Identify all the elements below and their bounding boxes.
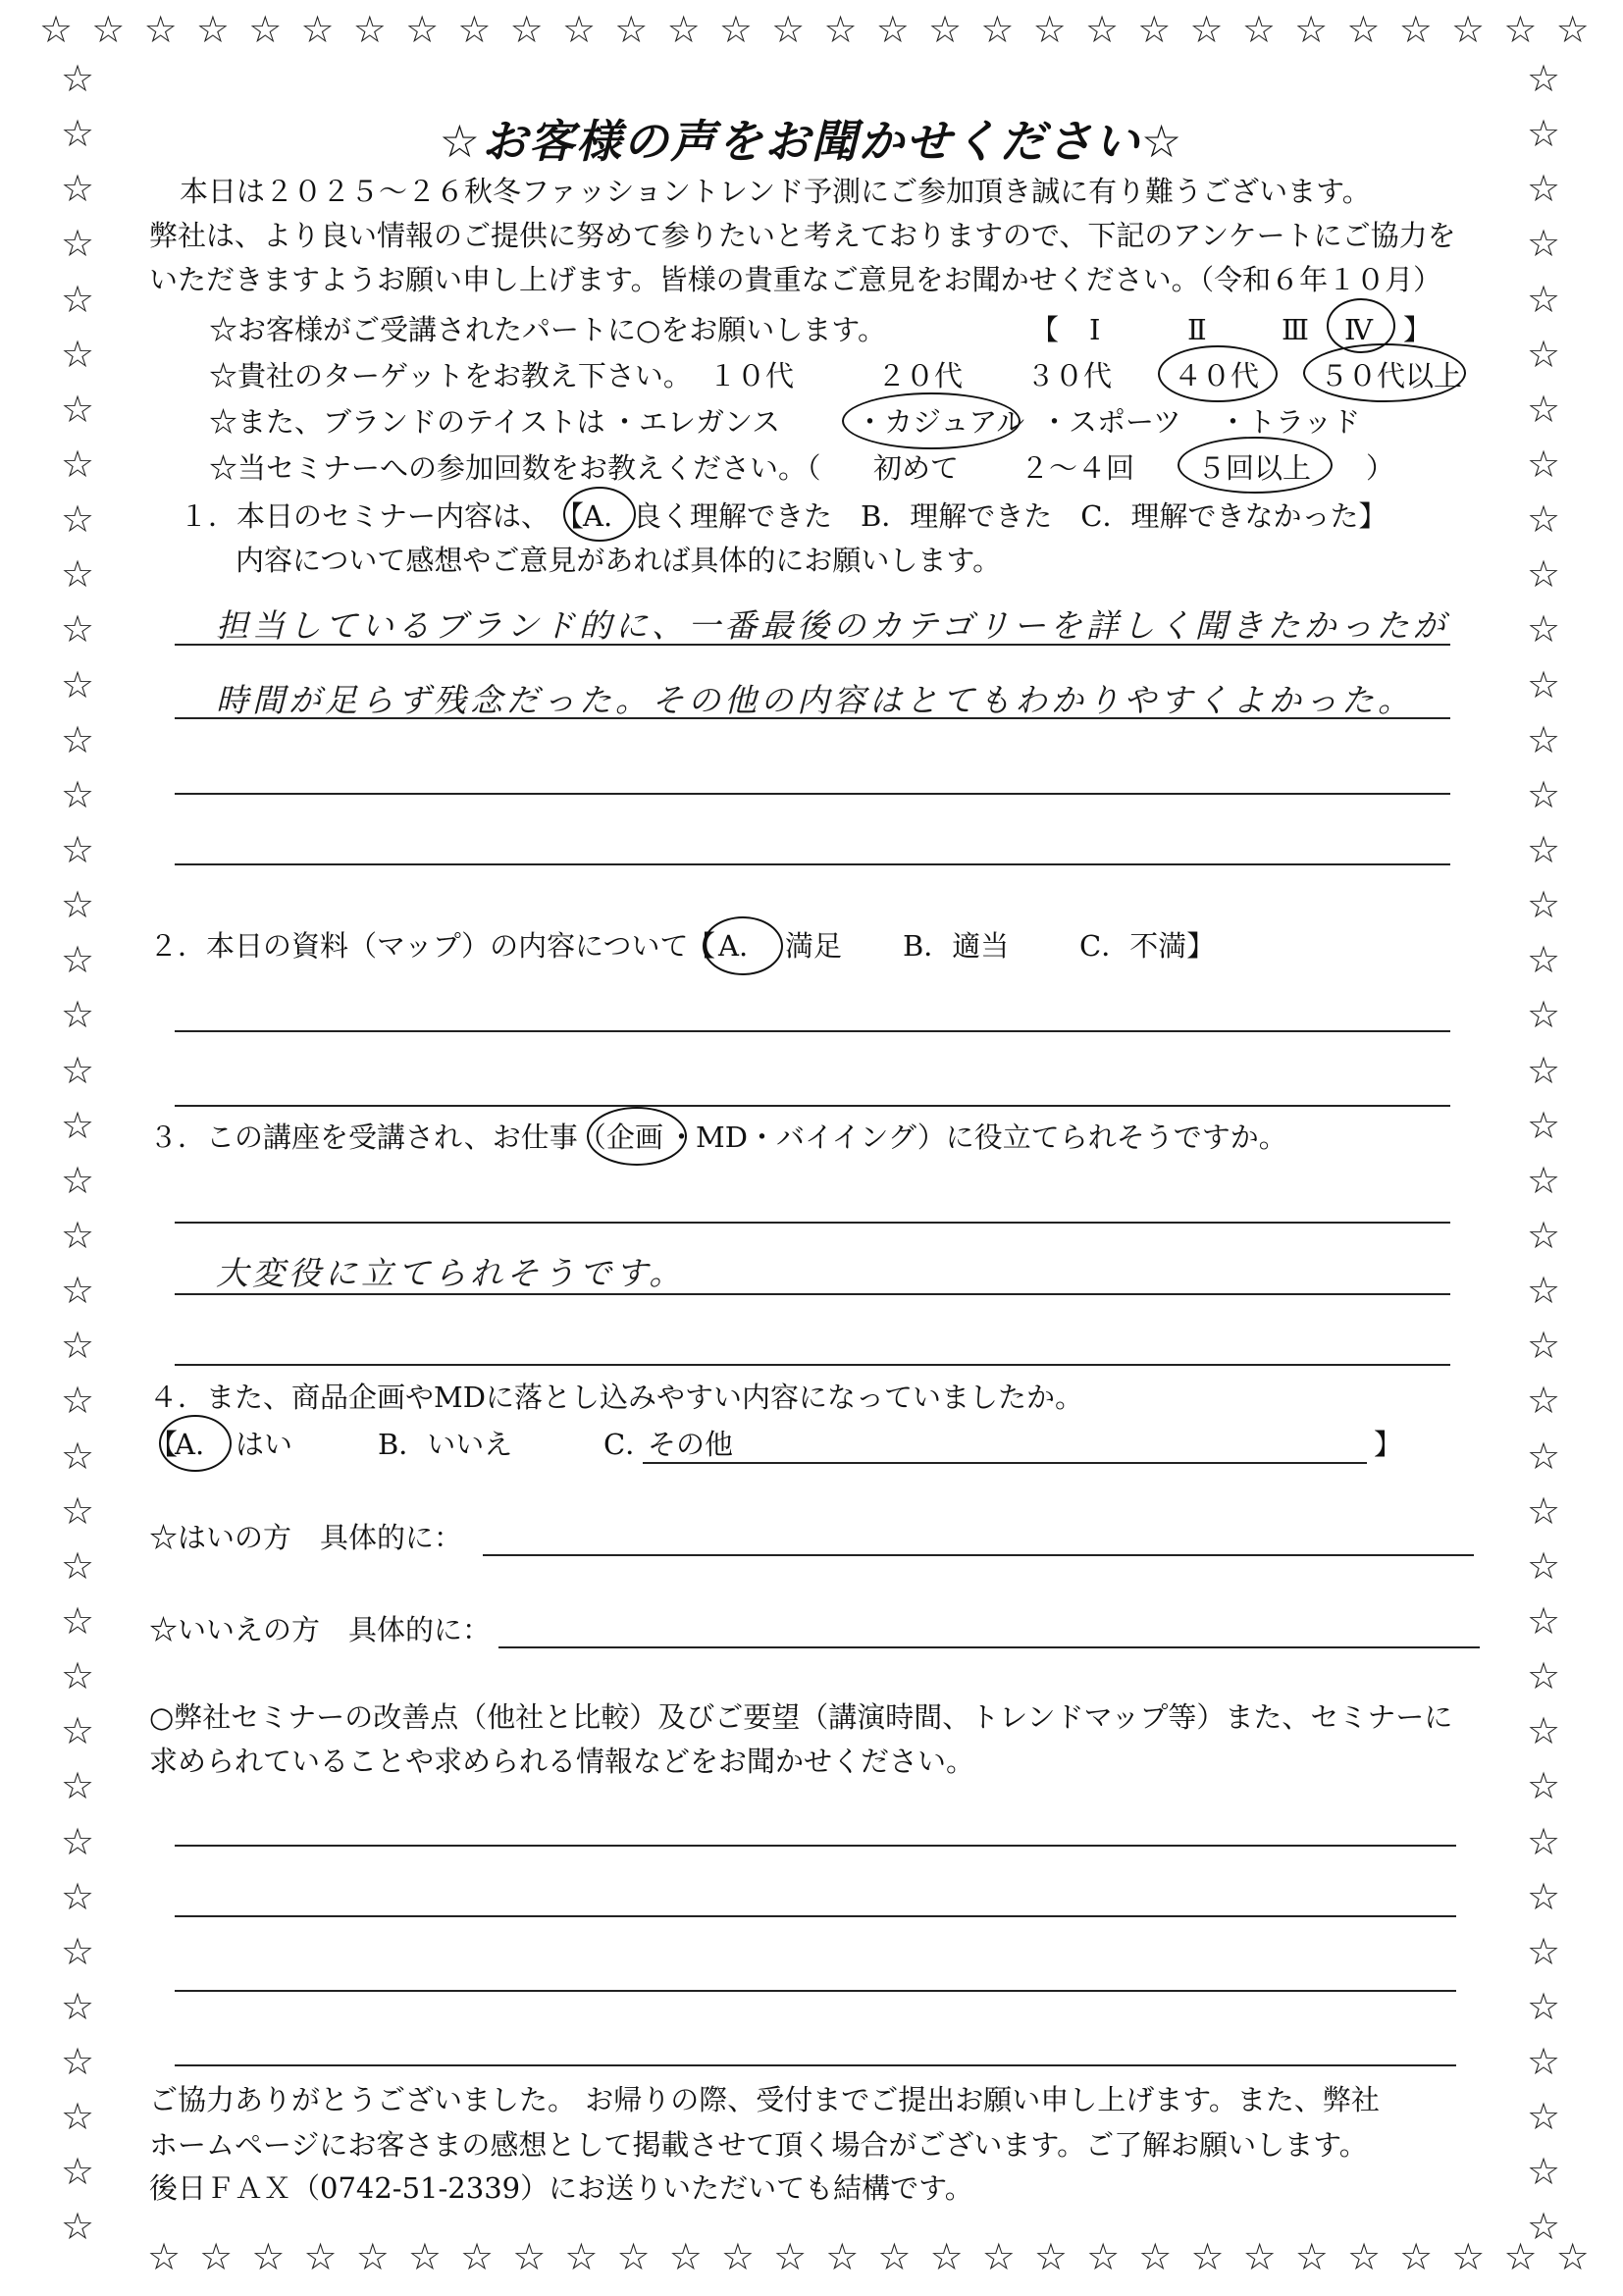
star-icon: ☆ bbox=[1527, 1103, 1561, 1147]
q4-option-a-label: はい bbox=[236, 1428, 293, 1461]
q2-option-a[interactable]: A. bbox=[718, 929, 749, 963]
star-icon: ☆ bbox=[1527, 2150, 1561, 2194]
star-icon: ☆ bbox=[1527, 57, 1561, 100]
star-icon: ☆ bbox=[61, 1269, 95, 1313]
star-icon: ☆ bbox=[61, 222, 95, 266]
star-icon: ☆ bbox=[1527, 1929, 1561, 1973]
star-icon: ☆ bbox=[1527, 938, 1561, 982]
taste-option-casual[interactable]: ・カジュアル bbox=[856, 405, 1025, 439]
q2-answer-line-2 bbox=[175, 1105, 1450, 1107]
part-option-1[interactable]: Ⅰ bbox=[1089, 313, 1101, 346]
q4-other-input-line[interactable] bbox=[643, 1462, 1367, 1464]
star-icon: ☆ bbox=[61, 1543, 95, 1588]
q1-answer-line-1 bbox=[175, 644, 1450, 646]
star-icon: ☆ bbox=[352, 8, 387, 51]
star-icon: ☆ bbox=[61, 883, 95, 927]
q3-answer-line-2 bbox=[175, 1293, 1450, 1295]
star-icon: ☆ bbox=[61, 2095, 95, 2139]
star-icon: ☆ bbox=[61, 1709, 95, 1753]
q3-answer-line-1 bbox=[175, 1222, 1450, 1224]
q2-option-a-circle-mark bbox=[703, 916, 783, 975]
taste-option-sports[interactable]: ・スポーツ bbox=[1040, 405, 1181, 439]
improve-answer-line-2[interactable] bbox=[175, 1915, 1456, 1917]
star-icon: ☆ bbox=[91, 8, 126, 51]
q1-option-a[interactable]: A. bbox=[583, 499, 613, 533]
star-icon: ☆ bbox=[147, 2235, 182, 2278]
star-icon: ☆ bbox=[614, 8, 649, 51]
star-icon: ☆ bbox=[1527, 167, 1561, 211]
star-border-top bbox=[39, 10, 1590, 49]
q4-option-a[interactable]: A. bbox=[175, 1428, 205, 1461]
star-icon: ☆ bbox=[61, 1929, 95, 1973]
q2-option-a-label: 満足 bbox=[785, 929, 843, 963]
star-icon: ☆ bbox=[61, 2040, 95, 2084]
star-icon: ☆ bbox=[1527, 277, 1561, 321]
star-icon: ☆ bbox=[825, 2235, 860, 2278]
star-icon: ☆ bbox=[61, 1488, 95, 1533]
target-option-20s[interactable]: ２０代 bbox=[877, 359, 964, 392]
taste-option-casual-circle-mark bbox=[842, 392, 1021, 449]
star-icon: ☆ bbox=[1527, 1488, 1561, 1533]
q2-option-c[interactable]: C．不満】 bbox=[1079, 929, 1216, 963]
star-icon: ☆ bbox=[61, 1984, 95, 2028]
q4-text: ４．また、商品企画やMDに落とし込みやすい内容になっていましたか。 bbox=[149, 1381, 1083, 1414]
star-icon: ☆ bbox=[771, 8, 806, 51]
star-icon: ☆ bbox=[875, 8, 910, 51]
no-detail-input-line[interactable] bbox=[498, 1646, 1480, 1648]
count-option-5-plus-circle-mark bbox=[1178, 437, 1333, 494]
star-icon: ☆ bbox=[509, 8, 544, 51]
star-icon: ☆ bbox=[1451, 8, 1486, 51]
part-option-3[interactable]: Ⅲ bbox=[1282, 313, 1309, 346]
intro-line-2: 弊社は、より良い情報のご提供に努めて参りたいと考えておりますので、下記のアンケートにご協力を bbox=[149, 219, 1456, 252]
star-icon: ☆ bbox=[61, 772, 95, 816]
star-icon: ☆ bbox=[561, 8, 597, 51]
star-icon: ☆ bbox=[1527, 1764, 1561, 1808]
star-icon: ☆ bbox=[1346, 8, 1381, 51]
star-icon: ☆ bbox=[61, 1654, 95, 1698]
star-icon: ☆ bbox=[1527, 883, 1561, 927]
count-bracket-close: ） bbox=[1366, 451, 1395, 485]
star-icon: ☆ bbox=[877, 2235, 912, 2278]
star-icon: ☆ bbox=[460, 2235, 495, 2278]
part-bracket-close: 】 bbox=[1403, 313, 1433, 346]
q3-option-plan[interactable]: 企画 bbox=[606, 1121, 664, 1154]
q1-answer-line-3 bbox=[175, 793, 1450, 795]
star-border-left bbox=[61, 59, 100, 2247]
star-icon: ☆ bbox=[61, 938, 95, 982]
star-icon: ☆ bbox=[199, 2235, 234, 2278]
q4-bracket-close: 】 bbox=[1374, 1428, 1403, 1461]
star-icon: ☆ bbox=[1451, 2235, 1486, 2278]
star-icon: ☆ bbox=[1527, 717, 1561, 761]
star-icon: ☆ bbox=[61, 387, 95, 431]
star-icon: ☆ bbox=[616, 2235, 651, 2278]
star-icon: ☆ bbox=[61, 277, 95, 321]
yes-detail-label: ☆はいの方 具体的に： bbox=[149, 1521, 463, 1554]
target-option-40s[interactable]: ４０代 bbox=[1174, 359, 1260, 392]
star-icon: ☆ bbox=[1527, 1158, 1561, 1202]
star-icon: ☆ bbox=[1527, 662, 1561, 706]
star-icon: ☆ bbox=[668, 2235, 703, 2278]
q3-text-prefix: ３．この講座を受講され、お仕事（ bbox=[149, 1121, 606, 1154]
star-icon: ☆ bbox=[1503, 2235, 1538, 2278]
count-option-2-4[interactable]: ２～４回 bbox=[1021, 451, 1135, 485]
q4-bracket-open: 【 bbox=[149, 1428, 179, 1461]
star-icon: ☆ bbox=[1137, 8, 1172, 51]
footer-line-3: 後日ＦＡＸ（0742-51-2339）にお送りいただいても結構です。 bbox=[149, 2171, 973, 2205]
star-icon: ☆ bbox=[61, 332, 95, 376]
count-option-5-plus[interactable]: ５回以上 bbox=[1197, 451, 1312, 485]
target-question-label: ☆貴社のターゲットをお教え下さい。 bbox=[209, 359, 692, 392]
star-icon: ☆ bbox=[248, 8, 283, 51]
star-icon: ☆ bbox=[1190, 2235, 1225, 2278]
star-icon: ☆ bbox=[1527, 1874, 1561, 1918]
star-icon: ☆ bbox=[823, 8, 858, 51]
star-icon: ☆ bbox=[1527, 332, 1561, 376]
star-icon: ☆ bbox=[1527, 2095, 1561, 2139]
star-icon: ☆ bbox=[61, 497, 95, 542]
star-icon: ☆ bbox=[61, 1764, 95, 1808]
star-icon: ☆ bbox=[61, 717, 95, 761]
star-icon: ☆ bbox=[61, 112, 95, 156]
star-icon: ☆ bbox=[1084, 8, 1120, 51]
q2-answer-line-1 bbox=[175, 1030, 1450, 1032]
star-icon: ☆ bbox=[1527, 497, 1561, 542]
intro-line-1: 本日は２０２５～２６秋冬ファッショントレンド予測にご参加頂き誠に有り難うございます。 bbox=[180, 175, 1371, 208]
star-icon: ☆ bbox=[1294, 8, 1329, 51]
star-border-right bbox=[1527, 59, 1566, 2247]
q3-answer-line-3 bbox=[175, 1364, 1450, 1366]
q4-option-c[interactable]: C． bbox=[603, 1428, 654, 1461]
q1-answer-line-4 bbox=[175, 863, 1450, 865]
part-bracket-open: 【 bbox=[1030, 313, 1060, 346]
star-icon: ☆ bbox=[720, 2235, 755, 2278]
star-icon: ☆ bbox=[773, 2235, 808, 2278]
star-icon: ☆ bbox=[61, 57, 95, 100]
target-option-30s[interactable]: ３０代 bbox=[1026, 359, 1113, 392]
star-icon: ☆ bbox=[405, 8, 440, 51]
star-icon: ☆ bbox=[61, 167, 95, 211]
target-option-50s-plus[interactable]: ５０代以上 bbox=[1320, 359, 1463, 392]
star-icon: ☆ bbox=[1503, 8, 1538, 51]
star-icon: ☆ bbox=[564, 2235, 599, 2278]
star-icon: ☆ bbox=[1527, 112, 1561, 156]
star-icon: ☆ bbox=[1399, 2235, 1434, 2278]
improve-answer-line-1[interactable] bbox=[175, 1845, 1456, 1847]
star-icon: ☆ bbox=[61, 1874, 95, 1918]
star-icon: ☆ bbox=[1242, 2235, 1277, 2278]
star-icon: ☆ bbox=[1527, 2040, 1561, 2084]
star-icon: ☆ bbox=[1033, 2235, 1068, 2278]
star-icon: ☆ bbox=[61, 1324, 95, 1368]
star-icon: ☆ bbox=[61, 827, 95, 871]
star-icon: ☆ bbox=[1527, 1709, 1561, 1753]
star-icon: ☆ bbox=[1241, 8, 1276, 51]
star-icon: ☆ bbox=[61, 2150, 95, 2194]
intro-line-3: いただきますようお願い申し上げます。皆様の貴重なご意見をお聞かせください。（令和６年１０月） bbox=[149, 263, 1442, 296]
q1-line-2: 内容について感想やご意見があれば具体的にお願いします。 bbox=[236, 544, 1002, 577]
q1-option-a-circle-mark bbox=[563, 487, 636, 542]
star-icon: ☆ bbox=[981, 2235, 1016, 2278]
taste-option-elegance[interactable]: ・エレガンス bbox=[610, 405, 781, 439]
q1-handwritten-answer-1: 担当しているブランド的に、一番最後のカテゴリーを詳しく聞きたかったが bbox=[216, 606, 1449, 645]
star-icon: ☆ bbox=[1527, 2205, 1561, 2249]
star-icon: ☆ bbox=[61, 993, 95, 1037]
star-icon: ☆ bbox=[1527, 1434, 1561, 1478]
star-icon: ☆ bbox=[1527, 827, 1561, 871]
star-icon: ☆ bbox=[303, 2235, 338, 2278]
page-title: ☆お客様の声をお聞かせください☆ bbox=[439, 115, 1184, 168]
star-icon: ☆ bbox=[61, 1103, 95, 1147]
q4-option-b[interactable]: B．いいえ bbox=[378, 1428, 513, 1461]
star-icon: ☆ bbox=[1555, 8, 1590, 51]
no-detail-label: ☆いいえの方 具体的に： bbox=[149, 1613, 492, 1646]
star-icon: ☆ bbox=[1527, 1984, 1561, 2028]
star-icon: ☆ bbox=[1527, 1324, 1561, 1368]
star-icon: ☆ bbox=[666, 8, 701, 51]
star-icon: ☆ bbox=[1398, 8, 1433, 51]
star-icon: ☆ bbox=[1527, 1598, 1561, 1643]
star-icon: ☆ bbox=[1527, 607, 1561, 652]
part-question-label: ☆お客様がご受講されたパートに○をお願いします。 bbox=[209, 313, 886, 346]
star-icon: ☆ bbox=[61, 1048, 95, 1092]
star-icon: ☆ bbox=[1527, 1048, 1561, 1092]
star-icon: ☆ bbox=[1527, 1543, 1561, 1588]
star-icon: ☆ bbox=[39, 8, 74, 51]
footer-line-2: ホームページにお客さまの感想として掲載させて頂く場合がございます。ご了解お願いします。 bbox=[149, 2128, 1368, 2162]
star-icon: ☆ bbox=[1138, 2235, 1173, 2278]
taste-question-label: ☆また、ブランドのテイストは bbox=[209, 405, 605, 439]
q1-line-1-options: 良く理解できた B．理解できた C．理解できなかった】 bbox=[633, 499, 1387, 533]
star-icon: ☆ bbox=[143, 8, 178, 51]
star-icon: ☆ bbox=[61, 2205, 95, 2249]
star-icon: ☆ bbox=[61, 607, 95, 652]
q3-handwritten-answer: 大変役に立てられそうです。 bbox=[216, 1254, 686, 1292]
star-icon: ☆ bbox=[61, 442, 95, 486]
star-icon: ☆ bbox=[1294, 2235, 1329, 2278]
star-icon: ☆ bbox=[61, 1158, 95, 1202]
q1-answer-line-2 bbox=[175, 717, 1450, 719]
star-border-bottom bbox=[147, 2237, 1590, 2276]
star-icon: ☆ bbox=[980, 8, 1015, 51]
improve-answer-line-3[interactable] bbox=[175, 1990, 1456, 1992]
count-option-first[interactable]: 初めて bbox=[873, 451, 960, 485]
star-icon: ☆ bbox=[1527, 1213, 1561, 1257]
star-icon: ☆ bbox=[61, 1434, 95, 1478]
star-icon: ☆ bbox=[1032, 8, 1067, 51]
star-icon: ☆ bbox=[61, 662, 95, 706]
count-question-label: ☆当セミナーへの参加回数をお教えください。（ bbox=[209, 451, 821, 485]
q2-option-b[interactable]: B．適当 bbox=[903, 929, 1010, 963]
star-icon: ☆ bbox=[61, 1598, 95, 1643]
star-icon: ☆ bbox=[61, 1819, 95, 1863]
part-option-2[interactable]: Ⅱ bbox=[1187, 313, 1207, 346]
q4-option-a-circle-mark bbox=[159, 1415, 232, 1472]
improve-line-2: 求められていることや求められる情報などをお聞かせください。 bbox=[149, 1745, 975, 1778]
star-icon: ☆ bbox=[61, 552, 95, 597]
star-icon: ☆ bbox=[457, 8, 492, 51]
q4-option-c-label: その他 bbox=[648, 1428, 734, 1461]
star-icon: ☆ bbox=[1086, 2235, 1121, 2278]
star-icon: ☆ bbox=[407, 2235, 442, 2278]
target-option-50s-plus-circle-mark bbox=[1303, 343, 1466, 402]
star-icon: ☆ bbox=[1527, 993, 1561, 1037]
star-icon: ☆ bbox=[61, 1213, 95, 1257]
star-icon: ☆ bbox=[1189, 8, 1224, 51]
star-icon: ☆ bbox=[251, 2235, 286, 2278]
star-icon: ☆ bbox=[928, 8, 963, 51]
q2-bracket-open: 【 bbox=[687, 929, 716, 963]
target-option-10s[interactable]: １０代 bbox=[708, 359, 795, 392]
star-icon: ☆ bbox=[718, 8, 753, 51]
star-icon: ☆ bbox=[355, 2235, 390, 2278]
star-icon: ☆ bbox=[1527, 387, 1561, 431]
star-icon: ☆ bbox=[1527, 1654, 1561, 1698]
q1-bracket-open: 【 bbox=[555, 499, 585, 533]
star-icon: ☆ bbox=[1527, 552, 1561, 597]
q3-text-suffix: ・MD・バイイング）に役立てられそうですか。 bbox=[667, 1121, 1287, 1154]
star-icon: ☆ bbox=[1527, 442, 1561, 486]
q2-text: ２．本日の資料（マップ）の内容について bbox=[149, 929, 689, 963]
star-icon: ☆ bbox=[61, 1379, 95, 1423]
star-icon: ☆ bbox=[1555, 2235, 1590, 2278]
q1-line-1-prefix: １．本日のセミナー内容は、 bbox=[180, 499, 550, 533]
star-icon: ☆ bbox=[300, 8, 335, 51]
improve-answer-line-4[interactable] bbox=[175, 2064, 1456, 2066]
star-icon: ☆ bbox=[195, 8, 230, 51]
star-icon: ☆ bbox=[1527, 222, 1561, 266]
yes-detail-input-line[interactable] bbox=[483, 1554, 1474, 1556]
footer-line-1: ご協力ありがとうございました。 お帰りの際、受付までご提出お願い申し上げます。また、弊社 bbox=[149, 2083, 1380, 2116]
star-icon: ☆ bbox=[1346, 2235, 1382, 2278]
star-icon: ☆ bbox=[1527, 1819, 1561, 1863]
star-icon: ☆ bbox=[1527, 1379, 1561, 1423]
part-option-4[interactable]: Ⅳ bbox=[1344, 313, 1373, 346]
improve-line-1: ○弊社セミナーの改善点（他社と比較）及びご要望（講演時間、トレンドマップ等）また、セミナーに bbox=[149, 1700, 1453, 1734]
star-icon: ☆ bbox=[1527, 772, 1561, 816]
star-icon: ☆ bbox=[512, 2235, 547, 2278]
star-icon: ☆ bbox=[929, 2235, 964, 2278]
q1-handwritten-answer-2: 時間が足らず残念だった。その他の内容はとてもわかりやすくよかった。 bbox=[216, 681, 1414, 719]
target-option-40s-circle-mark bbox=[1158, 345, 1278, 402]
star-icon: ☆ bbox=[1527, 1269, 1561, 1313]
taste-option-trad[interactable]: ・トラッド bbox=[1219, 405, 1361, 439]
